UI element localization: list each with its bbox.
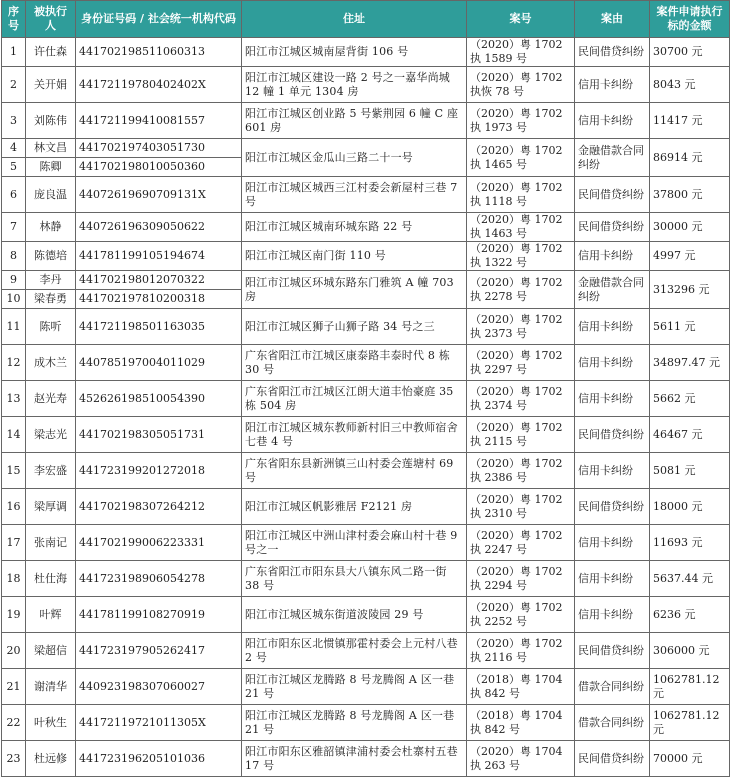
cell-id: 441702199006223331 <box>76 525 242 561</box>
cell-reason: 信用卡纠纷 <box>575 103 650 139</box>
cell-amount: 11693 元 <box>650 525 730 561</box>
cell-name: 梁超信 <box>26 633 76 669</box>
cell-id: 441723199201272018 <box>76 453 242 489</box>
cell-amount: 34897.47 元 <box>650 345 730 381</box>
header-id: 身份证号码 / 社会统一机构代码 <box>76 1 242 38</box>
cell-address: 阳江市阳东区北惯镇那霍村委会上元村八巷 2 号 <box>242 633 467 669</box>
cell-address: 阳江市江城区龙腾路 8 号龙腾阁 A 区一巷 21 号 <box>242 705 467 741</box>
cell-id: 441702198511060313 <box>76 38 242 67</box>
cell-name: 林静 <box>26 213 76 242</box>
cell-address: 广东省阳江市阳东县大八镇东风二路一街 38 号 <box>242 561 467 597</box>
cell-id: 441721199410081557 <box>76 103 242 139</box>
cell-amount: 1062781.12 元 <box>650 669 730 705</box>
cell-name: 杜仕海 <box>26 561 76 597</box>
cell-address: 阳江市江城区中洲山津村委会麻山村十巷 9 号之一 <box>242 525 467 561</box>
cell-id: 44172119721011305X <box>76 705 242 741</box>
cell-no: 14 <box>2 417 26 453</box>
cell-id: 441721198501163035 <box>76 309 242 345</box>
cell-no: 1 <box>2 38 26 67</box>
cell-no: 5 <box>2 158 26 177</box>
cell-case-number: （2020）粤 1702 执 1589 号 <box>467 38 575 67</box>
cell-name: 梁厚调 <box>26 489 76 525</box>
cell-reason: 借款合同纠纷 <box>575 669 650 705</box>
cell-amount: 70000 元 <box>650 741 730 777</box>
cell-no: 12 <box>2 345 26 381</box>
header-reason: 案由 <box>575 1 650 38</box>
cell-name: 杜远修 <box>26 741 76 777</box>
cell-amount: 1062781.12 元 <box>650 705 730 741</box>
table-row <box>2 67 730 103</box>
cell-address: 阳江市江城区环城东路东门雅筑 A 幢 703 房 <box>242 271 467 309</box>
cell-reason: 信用卡纠纷 <box>575 309 650 345</box>
cell-address: 阳江市江城区帆影雅居 F2121 房 <box>242 489 467 525</box>
cell-no: 22 <box>2 705 26 741</box>
cell-case-number: （2020）粤 1702 执 2115 号 <box>467 417 575 453</box>
cell-reason: 民间借贷纠纷 <box>575 417 650 453</box>
cell-amount: 5081 元 <box>650 453 730 489</box>
cell-address: 阳江市阳东区雅韶镇津浦村委会杜寨村五巷 17 号 <box>242 741 467 777</box>
cell-id: 441723196205101036 <box>76 741 242 777</box>
cell-case-number: （2020）粤 1702 执 2373 号 <box>467 309 575 345</box>
table-row <box>2 561 730 597</box>
cell-no: 13 <box>2 381 26 417</box>
cell-id: 441702198305051731 <box>76 417 242 453</box>
cell-amount: 5662 元 <box>650 381 730 417</box>
table-row <box>2 669 730 705</box>
cell-reason: 民间借贷纠纷 <box>575 633 650 669</box>
cell-amount: 11417 元 <box>650 103 730 139</box>
table-row <box>2 633 730 669</box>
cell-reason: 信用卡纠纷 <box>575 345 650 381</box>
cell-name: 叶辉 <box>26 597 76 633</box>
cell-name: 叶秋生 <box>26 705 76 741</box>
cell-id: 440923198307060027 <box>76 669 242 705</box>
cell-reason: 信用卡纠纷 <box>575 597 650 633</box>
cell-amount: 30700 元 <box>650 38 730 67</box>
cell-no: 15 <box>2 453 26 489</box>
cell-id: 441723197905262417 <box>76 633 242 669</box>
table-row <box>2 453 730 489</box>
cell-no: 17 <box>2 525 26 561</box>
cell-name: 林文昌 <box>26 139 76 158</box>
table-row <box>2 103 730 139</box>
cell-address: 阳江市江城区南门街 110 号 <box>242 242 467 271</box>
cell-no: 6 <box>2 177 26 213</box>
cell-reason: 民间借贷纠纷 <box>575 38 650 67</box>
cell-address: 阳江市江城区龙腾路 8 号龙腾阁 A 区一巷 21 号 <box>242 669 467 705</box>
cell-id: 441781199105194674 <box>76 242 242 271</box>
header-row <box>2 1 730 38</box>
cell-name: 庞良温 <box>26 177 76 213</box>
cell-address: 阳江市江城区城东教师新村旧三中教师宿舍七巷 4 号 <box>242 417 467 453</box>
cell-no: 20 <box>2 633 26 669</box>
cell-id: 44172119780402402X <box>76 67 242 103</box>
cell-reason: 信用卡纠纷 <box>575 67 650 103</box>
cell-id: 441702198010050360 <box>76 158 242 177</box>
cell-amount: 5611 元 <box>650 309 730 345</box>
cell-case-number: （2020）粤 1702 执 2386 号 <box>467 453 575 489</box>
table-row <box>2 741 730 777</box>
cell-amount: 6236 元 <box>650 597 730 633</box>
cell-reason: 民间借贷纠纷 <box>575 489 650 525</box>
cell-amount: 86914 元 <box>650 139 730 177</box>
cell-name: 赵光寿 <box>26 381 76 417</box>
cell-amount: 46467 元 <box>650 417 730 453</box>
cell-case-number: （2020）粤 1702 执 1463 号 <box>467 213 575 242</box>
cell-case-number: （2020）粤 1702 执 1322 号 <box>467 242 575 271</box>
cell-name: 成木兰 <box>26 345 76 381</box>
table-row <box>2 309 730 345</box>
cell-reason: 金融借款合同纠纷 <box>575 271 650 309</box>
cell-address: 阳江市江城区城南环城东路 22 号 <box>242 213 467 242</box>
table-row <box>2 489 730 525</box>
cell-name: 陈听 <box>26 309 76 345</box>
cell-id: 441781199108270919 <box>76 597 242 633</box>
cell-reason: 金融借款合同纠纷 <box>575 139 650 177</box>
cell-reason: 信用卡纠纷 <box>575 242 650 271</box>
cell-amount: 30000 元 <box>650 213 730 242</box>
cell-no: 18 <box>2 561 26 597</box>
table-row <box>2 139 730 158</box>
cell-case-number: （2020）粤 1702 执 1118 号 <box>467 177 575 213</box>
cell-name: 陈卿 <box>26 158 76 177</box>
cell-amount: 8043 元 <box>650 67 730 103</box>
cell-address: 广东省阳江市江城区康泰路丰泰时代 8 栋 30 号 <box>242 345 467 381</box>
cell-id: 441723198906054278 <box>76 561 242 597</box>
cell-case-number: （2020）粤 1702 执 1465 号 <box>467 139 575 177</box>
cell-case-number: （2020）粤 1702 执恢 78 号 <box>467 67 575 103</box>
cell-reason: 民间借贷纠纷 <box>575 177 650 213</box>
cell-id: 441702198307264212 <box>76 489 242 525</box>
cell-case-number: （2020）粤 1702 执 2297 号 <box>467 345 575 381</box>
cell-no: 2 <box>2 67 26 103</box>
table-row <box>2 213 730 242</box>
table-row <box>2 525 730 561</box>
cell-no: 3 <box>2 103 26 139</box>
cell-reason: 信用卡纠纷 <box>575 381 650 417</box>
cell-amount: 4997 元 <box>650 242 730 271</box>
table-row <box>2 705 730 741</box>
cell-no: 10 <box>2 290 26 309</box>
cell-address: 广东省阳东县新洲镇三山村委会莲塘村 69 号 <box>242 453 467 489</box>
cell-case-number: （2020）粤 1702 执 1973 号 <box>467 103 575 139</box>
cell-case-number: （2020）粤 1702 执 2116 号 <box>467 633 575 669</box>
cell-amount: 37800 元 <box>650 177 730 213</box>
cell-address: 阳江市江城区城西三江村委会新屋村三巷 7 号 <box>242 177 467 213</box>
cell-address: 阳江市江城区金瓜山三路二十一号 <box>242 139 467 177</box>
header-case: 案号 <box>467 1 575 38</box>
cell-address: 阳江市江城区建设一路 2 号之一嘉华尚城 12 幢 1 单元 1304 房 <box>242 67 467 103</box>
cell-no: 19 <box>2 597 26 633</box>
cell-name: 刘陈伟 <box>26 103 76 139</box>
cell-address: 阳江市江城区城东街道波陵园 29 号 <box>242 597 467 633</box>
cell-name: 张南记 <box>26 525 76 561</box>
cell-id: 441702198012070322 <box>76 271 242 290</box>
table-row <box>2 345 730 381</box>
cell-no: 11 <box>2 309 26 345</box>
cell-id: 452626198510054390 <box>76 381 242 417</box>
cell-no: 9 <box>2 271 26 290</box>
cell-reason: 信用卡纠纷 <box>575 561 650 597</box>
cell-id: 440785197004011029 <box>76 345 242 381</box>
cell-case-number: （2020）粤 1702 执 2252 号 <box>467 597 575 633</box>
table-body <box>2 38 730 777</box>
judgment-debtor-table <box>1 0 730 777</box>
cell-reason: 借款合同纠纷 <box>575 705 650 741</box>
cell-case-number: （2020）粤 1702 执 2294 号 <box>467 561 575 597</box>
cell-no: 21 <box>2 669 26 705</box>
table-row <box>2 417 730 453</box>
cell-name: 关开娟 <box>26 67 76 103</box>
cell-name: 许仕森 <box>26 38 76 67</box>
cell-case-number: （2018）粤 1704 执 842 号 <box>467 669 575 705</box>
cell-reason: 民间借贷纠纷 <box>575 213 650 242</box>
header-no: 序号 <box>2 1 26 38</box>
table-row <box>2 242 730 271</box>
cell-case-number: （2018）粤 1704 执 842 号 <box>467 705 575 741</box>
cell-id: 441702197403051730 <box>76 139 242 158</box>
table-row <box>2 177 730 213</box>
cell-case-number: （2020）粤 1702 执 2278 号 <box>467 271 575 309</box>
cell-name: 陈德培 <box>26 242 76 271</box>
cell-address: 阳江市江城区创业路 5 号紫荆园 6 幢 C 座 601 房 <box>242 103 467 139</box>
cell-no: 8 <box>2 242 26 271</box>
cell-reason: 民间借贷纠纷 <box>575 741 650 777</box>
cell-name: 梁春勇 <box>26 290 76 309</box>
cell-id: 44072619690709131X <box>76 177 242 213</box>
cell-address: 阳江市江城区狮子山狮子路 34 号之三 <box>242 309 467 345</box>
cell-no: 23 <box>2 741 26 777</box>
table-row <box>2 597 730 633</box>
cell-no: 7 <box>2 213 26 242</box>
cell-case-number: （2020）粤 1704 执 263 号 <box>467 741 575 777</box>
cell-amount: 306000 元 <box>650 633 730 669</box>
cell-name: 李丹 <box>26 271 76 290</box>
cell-address: 阳江市江城区城南屋背街 106 号 <box>242 38 467 67</box>
cell-address: 广东省阳江市江城区江朗大道丰怡豪庭 35 栋 504 房 <box>242 381 467 417</box>
cell-amount: 5637.44 元 <box>650 561 730 597</box>
cell-case-number: （2020）粤 1702 执 2310 号 <box>467 489 575 525</box>
table-row <box>2 381 730 417</box>
cell-case-number: （2020）粤 1702 执 2247 号 <box>467 525 575 561</box>
cell-amount: 18000 元 <box>650 489 730 525</box>
cell-id: 440726196309050622 <box>76 213 242 242</box>
cell-name: 李宏盛 <box>26 453 76 489</box>
cell-id: 441702197810200318 <box>76 290 242 309</box>
cell-no: 4 <box>2 139 26 158</box>
header-name: 被执行人 <box>26 1 76 38</box>
cell-no: 16 <box>2 489 26 525</box>
cell-amount: 313296 元 <box>650 271 730 309</box>
header-address: 住址 <box>242 1 467 38</box>
table-row <box>2 271 730 290</box>
cell-case-number: （2020）粤 1702 执 2374 号 <box>467 381 575 417</box>
table-row <box>2 38 730 67</box>
cell-reason: 信用卡纠纷 <box>575 525 650 561</box>
header-amount: 案件申请执行标的金额 <box>650 1 730 38</box>
cell-reason: 信用卡纠纷 <box>575 453 650 489</box>
cell-name: 梁志光 <box>26 417 76 453</box>
cell-name: 谢清华 <box>26 669 76 705</box>
